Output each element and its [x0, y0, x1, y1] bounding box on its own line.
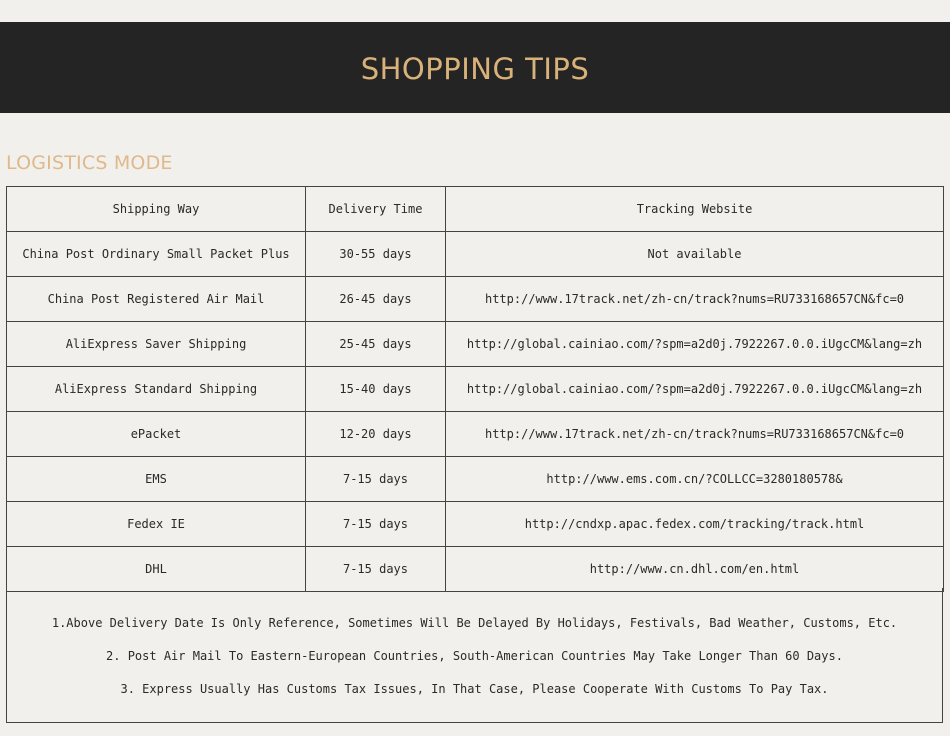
delivery-time-cell: 12-20 days	[306, 412, 446, 457]
tracking-website-cell: Not available	[446, 232, 944, 277]
table-row	[7, 232, 944, 277]
tracking-website-cell: http://www.cn.dhl.com/en.html	[446, 547, 944, 592]
delivery-time-cell: 25-45 days	[306, 322, 446, 367]
header-tracking-website: Tracking Website	[446, 187, 944, 232]
delivery-time-cell: 7-15 days	[306, 502, 446, 547]
note-line: 1.Above Delivery Date Is Only Reference, Sometimes Will Be Delayed By Holidays, Festivals, Bad Weather, Customs, Etc.	[51, 616, 898, 630]
delivery-time-cell: 30-55 days	[306, 232, 446, 277]
delivery-time-cell: 7-15 days	[306, 457, 446, 502]
delivery-time-cell: 26-45 days	[306, 277, 446, 322]
header-shipping-way: Shipping Way	[7, 187, 306, 232]
tracking-website-cell: http://cndxp.apac.fedex.com/tracking/track.html	[446, 502, 944, 547]
shipping-way-cell: EMS	[7, 457, 306, 502]
note-line: 3. Express Usually Has Customs Tax Issues, In That Case, Please Cooperate With Customs To Pay Tax.	[120, 682, 829, 696]
table-row	[7, 457, 944, 502]
shipping-notes-box	[6, 588, 943, 723]
banner-title: SHOPPING TIPS	[360, 51, 590, 86]
shopping-tips-banner	[0, 22, 950, 113]
shipping-way-cell: DHL	[7, 547, 306, 592]
header-delivery-time: Delivery Time	[306, 187, 446, 232]
shipping-way-cell: Fedex IE	[7, 502, 306, 547]
note-line: 2. Post Air Mail To Eastern-European Countries, South-American Countries May Take Longer Than 60 Days.	[106, 649, 843, 663]
tracking-website-cell: http://global.cainiao.com/?spm=a2d0j.7922267.0.0.iUgcCM&lang=zh	[446, 367, 944, 412]
table-row	[7, 412, 944, 457]
shipping-way-cell: ePacket	[7, 412, 306, 457]
shipping-way-cell: AliExpress Saver Shipping	[7, 322, 306, 367]
delivery-time-cell: 15-40 days	[306, 367, 446, 412]
tracking-website-cell: http://www.ems.com.cn/?COLLCC=3280180578&	[446, 457, 944, 502]
table-row	[7, 277, 944, 322]
shipping-way-cell: China Post Registered Air Mail	[7, 277, 306, 322]
delivery-time-cell: 7-15 days	[306, 547, 446, 592]
shipping-way-cell: China Post Ordinary Small Packet Plus	[7, 232, 306, 277]
shipping-way-cell: AliExpress Standard Shipping	[7, 367, 306, 412]
tracking-website-cell: http://www.17track.net/zh-cn/track?nums=RU733168657CN&fc=0	[446, 412, 944, 457]
table-row	[7, 547, 944, 592]
table-row	[7, 367, 944, 412]
tracking-website-cell: http://www.17track.net/zh-cn/track?nums=RU733168657CN&fc=0	[446, 277, 944, 322]
section-title: LOGISTICS MODE	[6, 152, 173, 174]
table-row	[7, 322, 944, 367]
table-row	[7, 502, 944, 547]
table-header-row	[7, 187, 944, 232]
tracking-website-cell: http://global.cainiao.com/?spm=a2d0j.7922267.0.0.iUgcCM&lang=zh	[446, 322, 944, 367]
logistics-table	[6, 186, 944, 592]
